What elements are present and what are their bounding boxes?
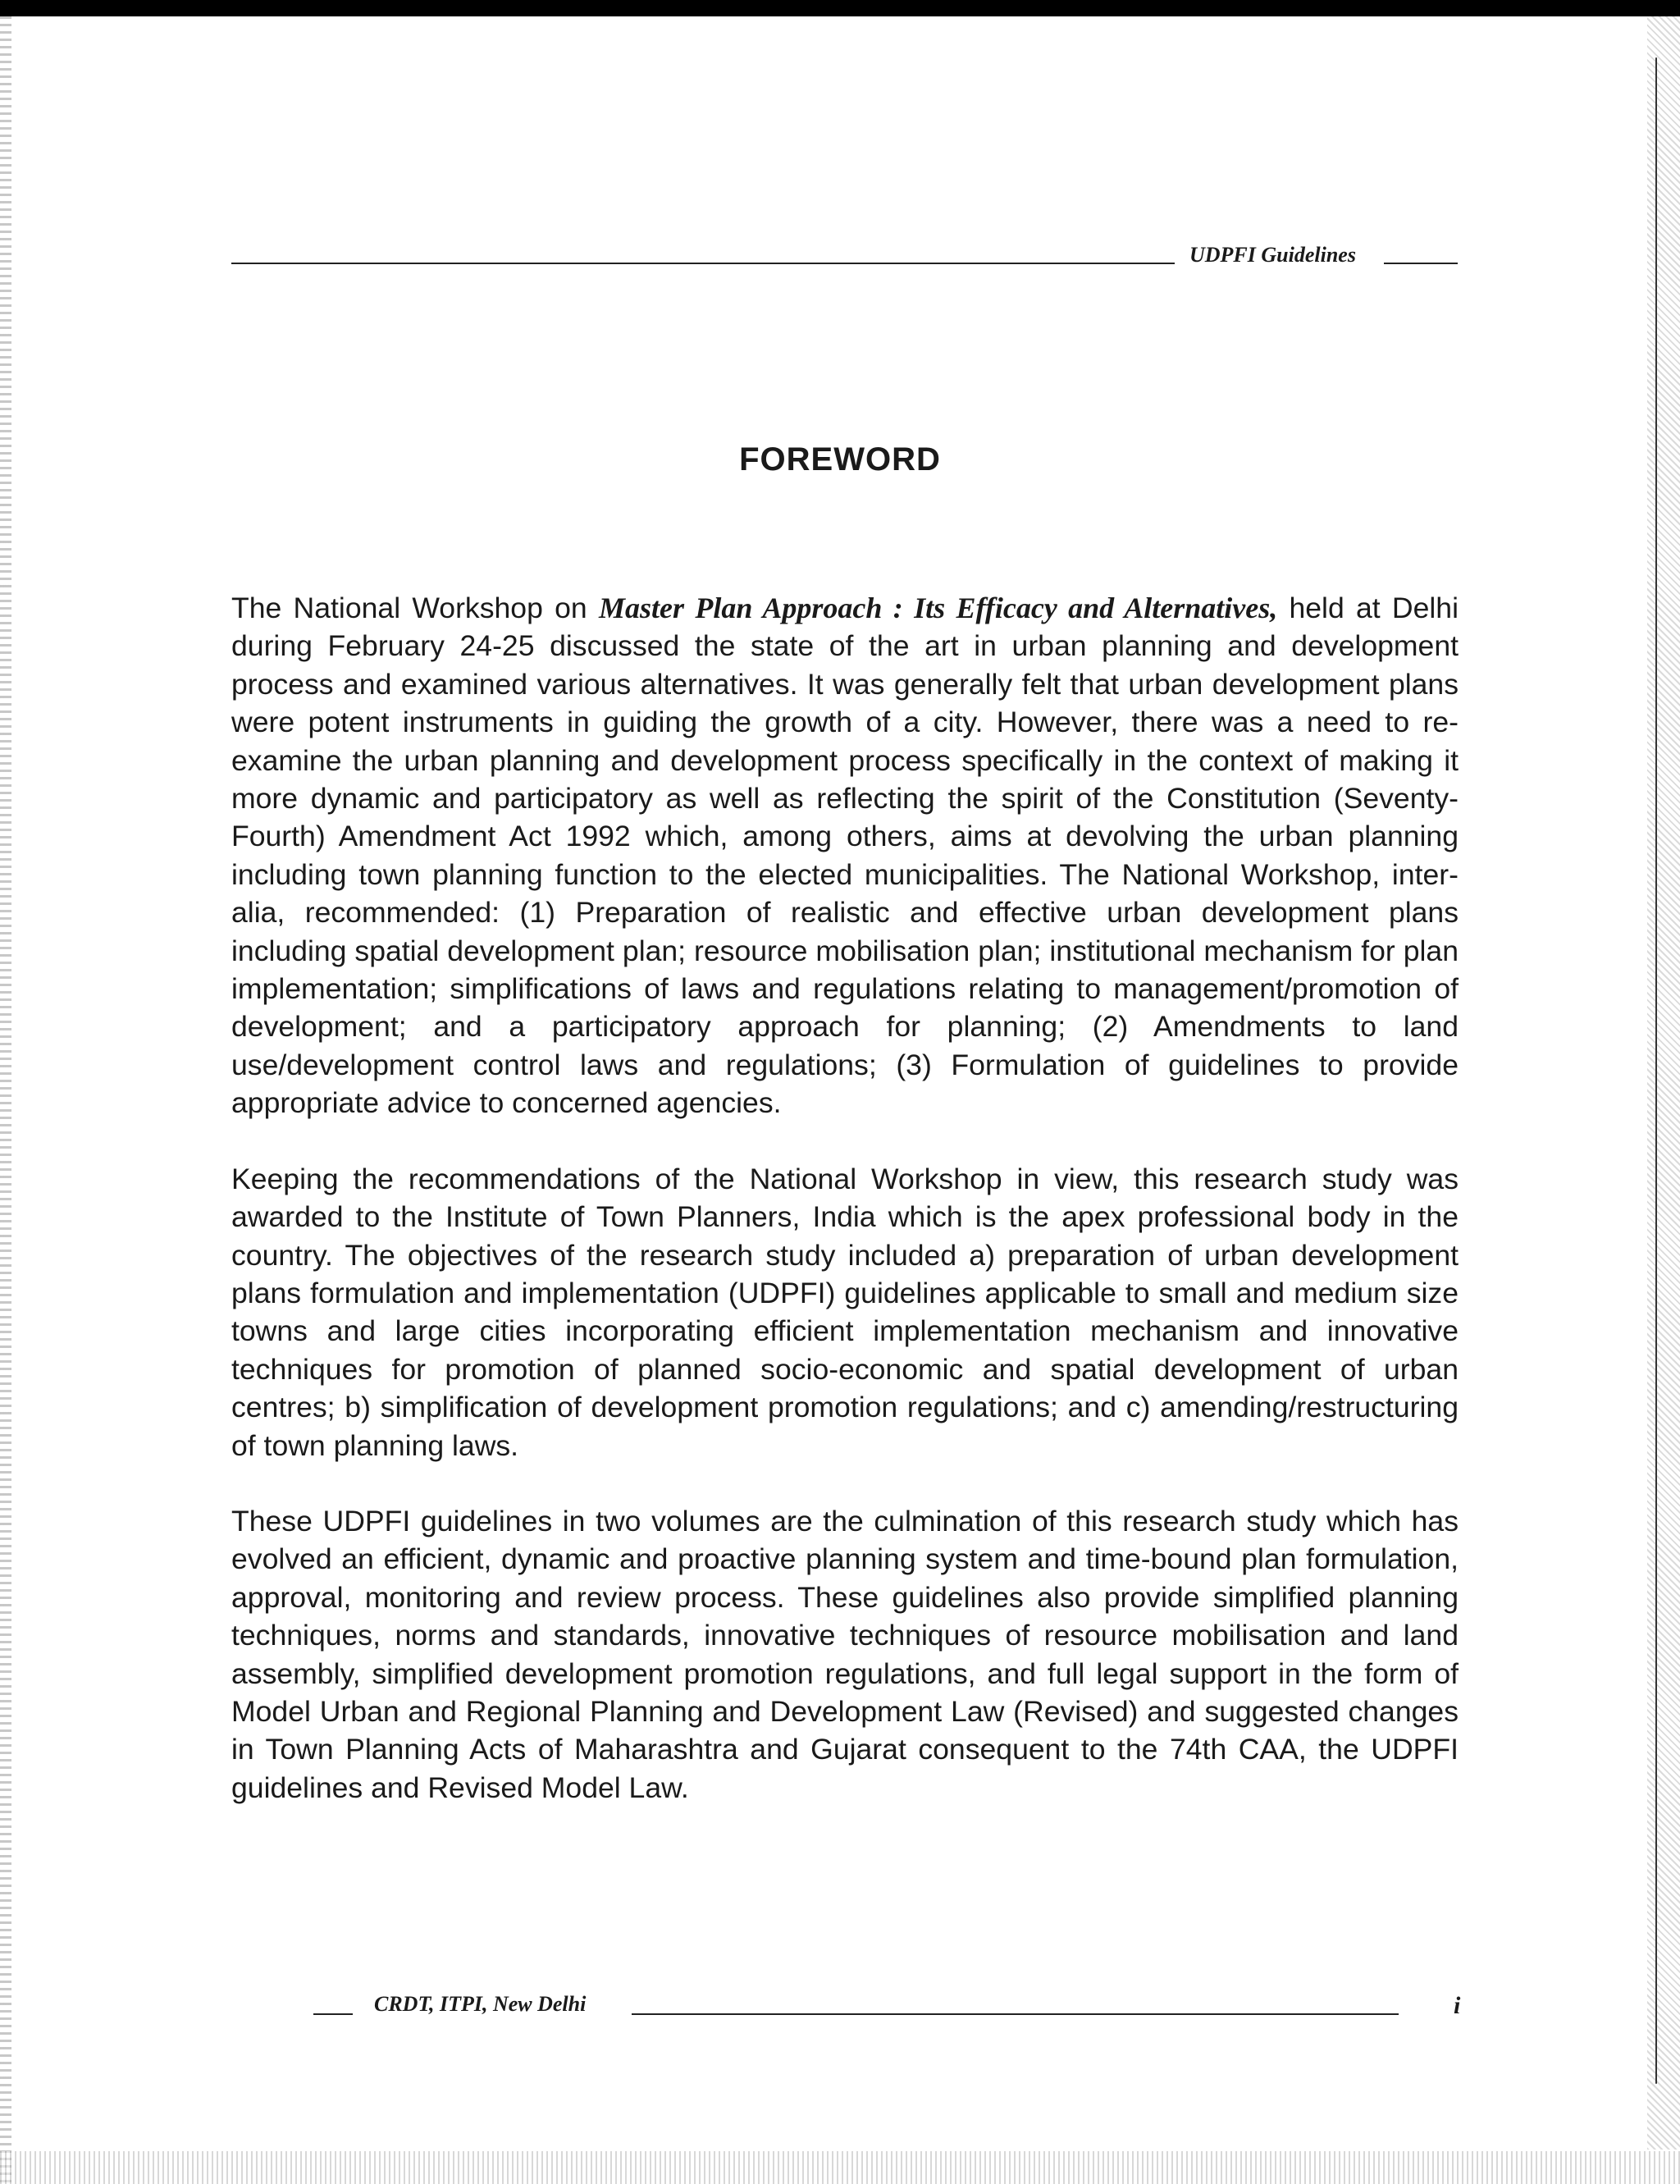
- scan-left-edge: [0, 16, 11, 2184]
- workshop-title: Master Plan Approach : Its Efficacy and Alternatives,: [598, 592, 1278, 624]
- paragraph-3: These UDPFI guidelines in two volumes are the culmination of this research study which has evolved an efficient, dynamic and proactive planning system and time-bound plan formulation, approval, monitoring and review process. These guidelines also provide simplified planning techniques, norms and standards, innovative techniques of resource mobilisation and land assembly, simplified development promotion regulations, and full legal support in the form of Model Urban and Regional Planning and Development Law (Revised) and suggested changes in Town Planning Acts of Maharashtra and Gujarat consequent to the 74th CAA, the UDPFI guidelines and Revised Model Law.: [231, 1504, 1459, 1804]
- body-text: [231, 589, 1459, 1844]
- header-rule-left: [231, 263, 1175, 264]
- paragraph-1-intro: The National Workshop on: [231, 592, 599, 624]
- page-header: [231, 243, 1459, 276]
- paragraph-2: Keeping the recommendations of the National Workshop in view, this research study was awarded to the Institute of Town Planners, India which is the apex professional body in the country. The objectives of the research study included a) preparation of urban development plans formulation and implementation (UDPFI) guidelines applicable to small and medium size towns and large cities incorporating efficient implementation mechanism and innovative techniques for promotion of planned socio-economic and spatial development of urban centres; b) simplification of development promotion regulations; and c) amending/restructuring of town planning laws.: [231, 1162, 1459, 1462]
- footer-rule-left: [313, 2013, 353, 2015]
- paragraph-1-body: held at Delhi during February 24-25 discussed the state of the art in urban planning and development process and examined various alternatives. It was generally felt that urban development plans were potent instruments in guiding the growth of a city. However, there was a need to re-examine the urban planning and development process specifically in the context of making it more dynamic and participatory as well as reflecting the spirit of the Constitution (Seventy-Fourth) Amendment Act 1992 which, among others, aims at devolving the urban planning including town planning function to the elected municipalities. The National Workshop, inter-alia, recommended: (1) Preparation of realistic and effective urban development plans including spatial development plan; resource mobilisation plan; institutional mechanism for plan implementation; simplifications of laws and regulations relating to management/promotion of development; and a participatory approach for planning; (2) Amendments to land use/development control laws and regulations; (3) Formulation of guidelines to provide appropriate advice to concerned agencies.: [231, 592, 1459, 1120]
- scan-right-shadow: [1647, 16, 1680, 2150]
- page-edge-line: [1655, 57, 1657, 2084]
- running-title: UDPFI Guidelines: [1189, 243, 1356, 267]
- scan-bottom-edge: [0, 2151, 1680, 2184]
- page-number: i: [1454, 1992, 1461, 2019]
- paragraph-1: [231, 589, 1459, 1122]
- footer-rule-right: [632, 2013, 1399, 2015]
- scan-top-border: [0, 0, 1680, 16]
- footer-credit: CRDT, ITPI, New Delhi: [374, 1992, 587, 2016]
- page-title: FOREWORD: [739, 441, 941, 477]
- header-rule-right: [1384, 263, 1458, 264]
- page-footer: [313, 1992, 1462, 2025]
